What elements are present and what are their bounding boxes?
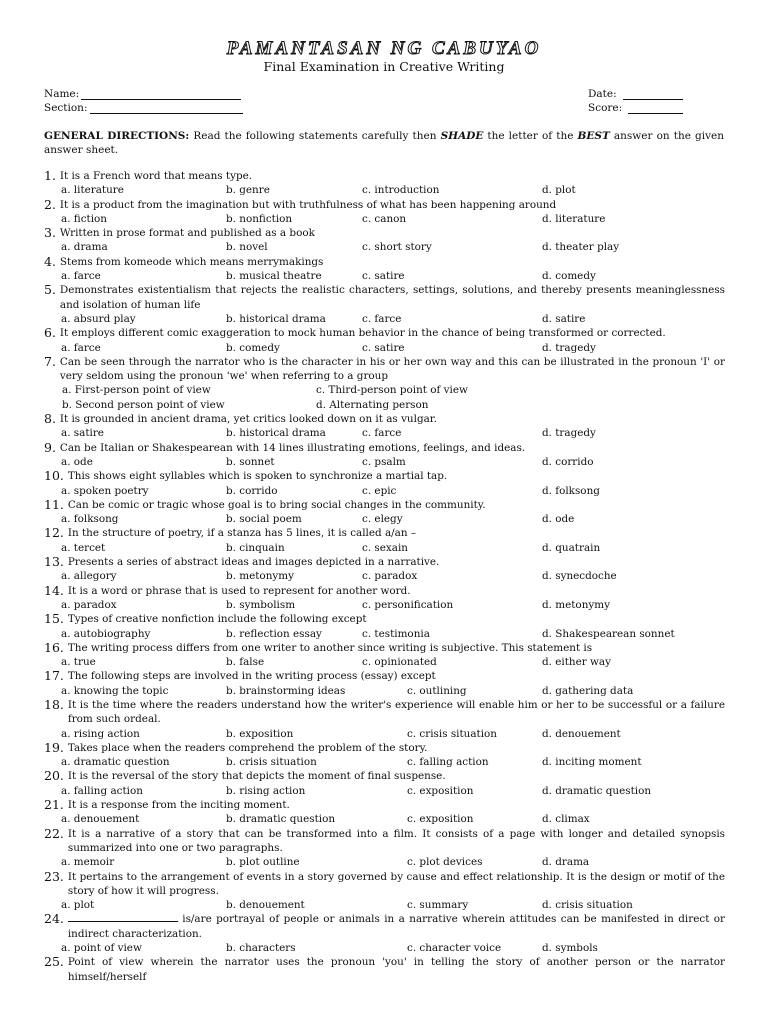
question-number: 8. [44, 411, 60, 427]
answer-option[interactable]: d. drama [542, 856, 590, 869]
answer-option[interactable]: c. plot devices [407, 856, 483, 869]
answer-option[interactable]: c. Third-person point of view [316, 384, 468, 397]
question-number: 3. [44, 225, 60, 241]
options-row [44, 855, 725, 869]
question-stem: Point of view wherein the narrator uses the pronoun 'you' in telling the story of another person or the narrator himself/herself [67, 956, 725, 983]
answer-option[interactable]: b. metonymy [226, 570, 294, 583]
answer-option[interactable]: b. musical theatre [226, 270, 322, 283]
answer-option[interactable]: a. folksong [61, 513, 119, 526]
question-stem: Types of creative nonfiction include the following except [67, 613, 367, 626]
section-field[interactable] [44, 102, 243, 114]
answer-option[interactable]: a. allegory [61, 570, 117, 583]
question-text-row [44, 498, 725, 512]
answer-option[interactable]: d. quatrain [542, 541, 601, 554]
question-stem: It is a product from the imagination but with truthfulness of what has been happening around [59, 198, 557, 211]
date-field[interactable] [588, 88, 683, 100]
answer-option[interactable]: d. denouement [542, 727, 621, 740]
question-text-row [44, 912, 725, 941]
question-item [44, 283, 725, 326]
question-number: 16. [44, 639, 68, 655]
answer-option[interactable]: a. First-person point of view [62, 384, 211, 397]
question-number: 10. [44, 468, 68, 484]
question-number: 6. [44, 325, 60, 341]
question-text-row [44, 669, 725, 683]
question-item [44, 741, 725, 770]
answer-option[interactable]: d. literature [542, 212, 606, 225]
question-item [44, 255, 725, 284]
answer-option[interactable]: a. ode [61, 455, 93, 468]
answer-option[interactable]: d. either way [542, 656, 611, 669]
question-stem: Demonstrates existentialism that rejects the realistic characters, settings, solutions, and thereby presents meaninglessness and isolation of human life [59, 284, 725, 311]
answer-option[interactable]: a. fiction [61, 212, 107, 225]
question-text-row [44, 526, 725, 540]
answer-option[interactable]: a. rising action [61, 727, 140, 740]
question-item [44, 870, 725, 913]
options-row [44, 341, 725, 355]
question-text-row [44, 555, 725, 569]
question-stem: Written in prose format and published as a book [59, 227, 315, 240]
answer-option[interactable]: d. tragedy [542, 341, 596, 354]
directions-best: BEST [577, 130, 610, 142]
question-stem: Can be Italian or Shakespearean with 14 lines illustrating emotions, feelings, and ideas. [59, 441, 526, 454]
answer-option[interactable]: a. paradox [61, 598, 117, 611]
question-stem: It employs different comic exaggeration to mock human behavior in the chance of being transformed or corrected. [59, 327, 666, 340]
answer-option[interactable]: b. dramatic question [226, 813, 336, 826]
answer-option[interactable]: d. metonymy [542, 598, 610, 611]
question-text-row [44, 584, 725, 598]
answer-option[interactable]: b. social poem [226, 513, 302, 526]
question-stem: It is the reversal of the story that depicts the moment of final suspense. [67, 770, 446, 783]
question-item [44, 169, 725, 198]
question-item [44, 698, 725, 741]
answer-option[interactable]: a. true [61, 656, 96, 669]
answer-option[interactable]: a. dramatic question [61, 756, 170, 769]
directions-text-3: answer on the given answer sheet. [44, 130, 724, 156]
options-row [44, 183, 725, 197]
answer-option[interactable]: a. literature [61, 184, 124, 197]
answer-option[interactable]: a. farce [61, 341, 101, 354]
question-text-row [44, 698, 725, 727]
answer-option[interactable]: b. cinquain [226, 541, 285, 554]
question-item [44, 641, 725, 670]
answer-option[interactable]: a. absurd play [61, 312, 136, 325]
options-row [44, 812, 725, 826]
answer-option[interactable]: d. plot [542, 184, 576, 197]
question-text-row [44, 827, 725, 856]
answer-option[interactable]: a. plot [61, 899, 95, 912]
answer-option[interactable]: d. folksong [542, 484, 600, 497]
options-row [44, 484, 725, 498]
question-text-row [44, 198, 725, 212]
answer-option[interactable]: b. characters [226, 942, 296, 955]
question-item [44, 355, 725, 412]
answer-option[interactable]: c. crisis situation [407, 727, 497, 740]
answer-option[interactable]: a. point of view [61, 942, 142, 955]
answer-option[interactable]: c. testimonia [362, 627, 430, 640]
name-line[interactable] [81, 89, 241, 100]
answer-option[interactable]: d. symbols [542, 942, 598, 955]
options-row [44, 755, 725, 769]
answer-option[interactable]: b. nonfiction [226, 212, 293, 225]
question-number: 25. [44, 954, 68, 970]
question-stem: It pertains to the arrangement of events in a story governed by cause and effect relationship. It is the design or motif of the story of how it will progress. [67, 870, 725, 897]
question-number: 22. [44, 825, 68, 841]
answer-option[interactable]: c. satire [362, 341, 405, 354]
question-text-row [44, 469, 725, 483]
question-item [44, 469, 725, 498]
answer-option[interactable]: d. gathering data [542, 684, 634, 697]
answer-blank[interactable] [68, 912, 178, 922]
directions-text-1: Read the following statements carefully then [189, 130, 441, 142]
question-number: 15. [44, 611, 68, 627]
options-row [44, 784, 725, 798]
question-item [44, 669, 725, 698]
question-text-row [44, 255, 725, 269]
options-row [44, 455, 725, 469]
question-text-row [44, 169, 725, 183]
question-stem: It is a word or phrase that is used to represent for another word. [67, 584, 411, 597]
options-row [44, 312, 725, 326]
date-label: Date: [588, 88, 617, 100]
options-row [44, 240, 725, 254]
answer-option[interactable]: d. inciting moment [542, 756, 642, 769]
answer-option[interactable]: b. historical drama [226, 312, 326, 325]
answer-option[interactable]: c. short story [362, 241, 432, 254]
answer-option[interactable]: d. climax [542, 813, 590, 826]
options-row [44, 426, 725, 440]
question-text-row [44, 798, 725, 812]
answer-option[interactable]: c. personification [362, 598, 454, 611]
directions-shade: SHADE [440, 130, 484, 142]
directions-label: GENERAL DIRECTIONS: [44, 130, 190, 142]
question-list [44, 169, 725, 984]
question-number: 17. [44, 668, 68, 684]
question-item [44, 612, 725, 641]
question-stem: It is the time where the readers understand how the writer's experience will enable him or her to be successful or a failure from such ordeal. [67, 698, 725, 726]
answer-option[interactable]: c. exposition [407, 784, 474, 797]
question-stem: Takes place when the readers comprehend the problem of the story. [67, 741, 428, 754]
question-text-row [44, 283, 725, 312]
score-label: Score: [588, 102, 623, 114]
answer-option[interactable]: c. elegy [362, 513, 403, 526]
options-row [44, 398, 725, 412]
question-stem: Stems from komeode which means merrymakings [59, 255, 324, 268]
question-stem: is/are portrayal of people or animals in a narrative wherein attitudes can be manifested in direct or indirect characterization. [67, 913, 725, 940]
question-item [44, 526, 725, 555]
answer-option[interactable]: c. psalm [362, 455, 406, 468]
answer-option[interactable]: d. comedy [542, 270, 596, 283]
school-name: PAMANTASAN NG CABUYAO [226, 38, 542, 59]
answer-option[interactable]: b. historical drama [226, 427, 326, 440]
exam-title: Final Examination in Creative Writing [263, 59, 505, 74]
answer-option[interactable]: d. synecdoche [542, 570, 617, 583]
score-field[interactable] [588, 102, 683, 114]
question-text-row [44, 412, 725, 426]
answer-option[interactable]: b. novel [226, 241, 268, 254]
question-item [44, 498, 725, 527]
question-number: 1. [44, 168, 60, 183]
answer-option[interactable]: d. ode [542, 513, 575, 526]
question-number: 14. [44, 582, 68, 598]
date-line[interactable] [623, 89, 683, 100]
answer-option[interactable]: c. sexain [362, 541, 408, 554]
question-text-row [44, 441, 725, 455]
question-stem: Presents a series of abstract ideas and images depicted in a narrative. [67, 556, 440, 569]
question-item [44, 912, 725, 955]
options-row [44, 627, 725, 641]
question-item [44, 226, 725, 255]
question-number: 24. [44, 911, 68, 927]
answer-option[interactable]: b. sonnet [226, 455, 275, 468]
answer-option[interactable]: b. comedy [226, 341, 280, 354]
options-row [44, 941, 725, 955]
answer-option[interactable]: c. falling action [407, 756, 489, 769]
answer-option[interactable]: c. opinionated [362, 656, 437, 669]
options-row [44, 655, 725, 669]
question-text-row [44, 641, 725, 655]
answer-option[interactable]: b. exposition [226, 727, 294, 740]
question-number: 4. [44, 253, 60, 269]
question-stem: It is a narrative of a story that can be transformed into a film. It consists of a page with longer and detailed synopsis summarized into one or two paragraphs. [67, 827, 725, 854]
question-number: 2. [44, 196, 60, 212]
question-item [44, 955, 725, 984]
answer-option[interactable]: a. tercet [61, 541, 106, 554]
question-text-row [44, 870, 725, 899]
question-item [44, 769, 725, 798]
name-field[interactable] [44, 88, 241, 100]
question-text-row [44, 769, 725, 783]
answer-option[interactable]: a. memoir [61, 856, 115, 869]
section-line[interactable] [90, 103, 243, 114]
question-number: 20. [44, 768, 68, 784]
question-text-row [44, 326, 725, 340]
answer-option[interactable]: c. canon [362, 212, 407, 225]
options-row [44, 269, 725, 283]
section-label: Section: [44, 102, 88, 114]
answer-option[interactable]: d. dramatic question [542, 784, 652, 797]
answer-option[interactable]: c. introduction [362, 184, 440, 197]
question-stem: Can be seen through the narrator who is the character in his or her own way and this can be illustrated in the pronoun 'I' or very seldom using the pronoun 'we' when referring to a group [59, 355, 725, 383]
answer-option[interactable]: d. theater play [542, 241, 620, 254]
answer-option[interactable]: c. exposition [407, 813, 474, 826]
answer-option[interactable]: c. satire [362, 270, 405, 283]
answer-option[interactable]: b. rising action [226, 784, 306, 797]
answer-option[interactable]: a. autobiography [61, 627, 151, 640]
answer-option[interactable]: a. satire [61, 427, 104, 440]
question-number: 23. [44, 868, 68, 884]
answer-option[interactable]: a. denouement [61, 813, 140, 826]
answer-option[interactable]: a. falling action [61, 784, 143, 797]
question-item [44, 326, 725, 355]
answer-option[interactable]: c. character voice [407, 942, 502, 955]
question-number: 7. [44, 353, 60, 369]
question-text-row [44, 355, 725, 384]
question-item [44, 798, 725, 827]
options-row [44, 541, 725, 555]
answer-option[interactable]: c. epic [362, 484, 397, 497]
answer-option[interactable]: b. plot outline [226, 856, 300, 869]
answer-option[interactable]: c. farce [362, 312, 402, 325]
answer-option[interactable]: b. corrido [226, 484, 278, 497]
answer-option[interactable]: b. brainstorming ideas [226, 684, 346, 697]
question-item [44, 584, 725, 613]
question-item [44, 198, 725, 227]
question-stem: Can be comic or tragic whose goal is to bring social changes in the community. [67, 498, 486, 511]
answer-option[interactable]: d. satire [542, 312, 586, 325]
score-line[interactable] [628, 103, 683, 114]
question-stem: It is a French word that means type. [59, 170, 253, 182]
question-text-row [44, 741, 725, 755]
question-number: 5. [44, 282, 60, 298]
answer-option[interactable]: b. denouement [226, 899, 305, 912]
question-stem: It is grounded in ancient drama, yet critics looked down on it as vulgar. [59, 413, 437, 426]
question-stem: The writing process differs from one writer to another since writing is subjective. This statement is [67, 641, 593, 654]
question-number: 12. [44, 525, 68, 541]
question-item [44, 441, 725, 470]
question-number: 11. [44, 496, 68, 512]
general-directions [44, 129, 724, 157]
answer-option[interactable]: a. drama [61, 241, 108, 254]
answer-option[interactable]: d. tragedy [542, 427, 596, 440]
options-row [44, 512, 725, 526]
options-row [44, 898, 725, 912]
answer-option[interactable]: b. crisis situation [226, 756, 317, 769]
question-text-row [44, 612, 725, 626]
question-item [44, 827, 725, 870]
options-row [44, 684, 725, 698]
answer-option[interactable]: b. false [226, 656, 265, 669]
question-number: 9. [44, 439, 60, 455]
question-stem: The following steps are involved in the writing process (essay) except [67, 670, 436, 683]
options-row [44, 212, 725, 226]
question-stem: This shows eight syllables which is spoken to synchronize a martial tap. [67, 470, 448, 483]
answer-option[interactable]: c. paradox [362, 570, 418, 583]
options-row [44, 383, 725, 397]
answer-option[interactable]: b. reflection essay [226, 627, 322, 640]
name-label: Name: [44, 88, 80, 100]
question-text-row [44, 955, 725, 984]
options-row [44, 727, 725, 741]
answer-option[interactable]: b. Second person point of view [62, 398, 225, 411]
options-row [44, 569, 725, 583]
question-stem: In the structure of poetry, if a stanza has 5 lines, it is called a/an – [67, 527, 417, 540]
question-number: 19. [44, 739, 68, 755]
options-row [44, 598, 725, 612]
answer-option[interactable]: d. corrido [542, 455, 594, 468]
question-number: 21. [44, 797, 68, 813]
answer-option[interactable]: d. Shakespearean sonnet [542, 627, 675, 640]
answer-option[interactable]: a. spoken poetry [61, 484, 149, 497]
question-number: 18. [44, 696, 68, 712]
directions-text-2: the letter of the [483, 130, 578, 142]
answer-option[interactable]: a. knowing the topic [61, 684, 169, 697]
question-stem: It is a response from the inciting moment. [67, 799, 290, 812]
answer-option[interactable]: b. symbolism [226, 598, 296, 611]
answer-option[interactable]: c. summary [407, 899, 469, 912]
answer-option[interactable]: b. genre [226, 184, 270, 197]
answer-option[interactable]: c. farce [362, 427, 402, 440]
answer-option[interactable]: a. farce [61, 270, 101, 283]
answer-option[interactable]: d. Alternating person [316, 398, 429, 411]
question-item [44, 412, 725, 441]
question-number: 13. [44, 554, 68, 570]
question-item [44, 555, 725, 584]
answer-option[interactable]: d. crisis situation [542, 899, 633, 912]
answer-option[interactable]: c. outlining [407, 684, 467, 697]
question-text-row [44, 226, 725, 240]
